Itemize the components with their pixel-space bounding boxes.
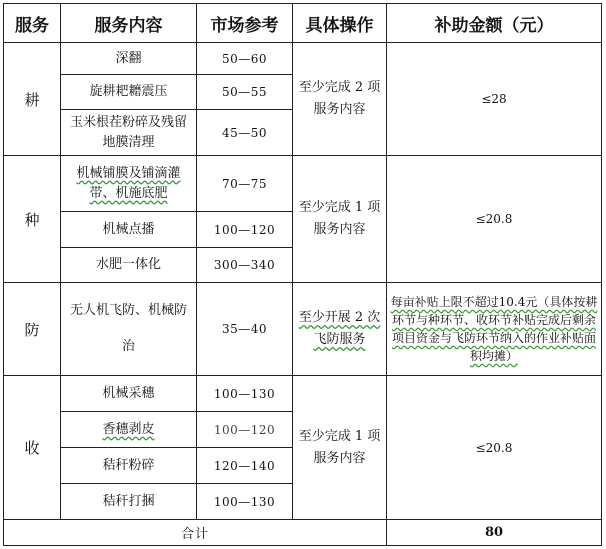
service-content-cell: 深翻 — [61, 43, 197, 75]
category-cell: 耕 — [4, 43, 61, 156]
service-content-text: 香穗剥皮 — [102, 421, 155, 437]
subsidy-cell: ≤20.8 — [387, 376, 602, 520]
operation-text: 至少开展 2 次飞防服务 — [298, 310, 381, 347]
service-content-text: 机械铺膜及铺滴灌带、机施底肥 — [76, 165, 181, 201]
market-price-cell: 100—130 — [197, 376, 293, 412]
service-content-cell: 旋耕耙耱震压 — [61, 75, 197, 110]
header-market: 市场参考 — [197, 4, 293, 43]
market-price-cell: 50—55 — [197, 75, 293, 110]
table-row — [4, 43, 602, 75]
total-value: 80 — [387, 520, 602, 546]
total-label: 合计 — [4, 520, 387, 546]
service-content-cell: 机械采穗 — [61, 376, 197, 412]
service-content-cell — [61, 412, 197, 448]
service-content-cell — [61, 156, 197, 212]
category-cell: 种 — [4, 156, 61, 283]
subsidy-note-cell — [387, 283, 602, 376]
market-price-cell: 120—140 — [197, 448, 293, 484]
subsidy-note-text: 每亩补贴上限不超过10.4元（具体按耕环节与种环节、收环节补贴完成后剩余项目资金与飞防环节纳入的作业补贴面积均摊） — [390, 295, 598, 363]
operation-cell: 至少完成 1 项服务内容 — [293, 156, 387, 283]
service-content-cell: 秸秆粉碎 — [61, 448, 197, 484]
market-price-cell: 100—120 — [197, 412, 293, 448]
market-price-cell: 300—340 — [197, 248, 293, 283]
market-price-cell: 70—75 — [197, 156, 293, 212]
category-cell: 收 — [4, 376, 61, 520]
header-content: 服务内容 — [61, 4, 197, 43]
service-content-cell: 水肥一体化 — [61, 248, 197, 283]
market-price-cell: 45—50 — [197, 110, 293, 156]
total-row — [4, 520, 602, 546]
header-operation: 具体操作 — [293, 4, 387, 43]
operation-cell: 至少完成 1 项服务内容 — [293, 376, 387, 520]
header-row — [4, 4, 602, 43]
subsidy-cell: ≤28 — [387, 43, 602, 156]
category-cell: 防 — [4, 283, 61, 376]
market-price-cell: 100—120 — [197, 212, 293, 248]
subsidy-table — [3, 3, 602, 546]
operation-cell — [293, 283, 387, 376]
table-row — [4, 156, 602, 212]
service-content-cell: 机械点播 — [61, 212, 197, 248]
market-price-cell: 100—130 — [197, 484, 293, 520]
market-price-cell: 50—60 — [197, 43, 293, 75]
subsidy-cell: ≤20.8 — [387, 156, 602, 283]
service-content-cell: 秸秆打捆 — [61, 484, 197, 520]
table-row — [4, 376, 602, 412]
table-row — [4, 283, 602, 376]
header-service: 服务 — [4, 4, 61, 43]
operation-cell: 至少完成 2 项服务内容 — [293, 43, 387, 156]
service-content-cell: 玉米根茬粉碎及残留地膜清理 — [61, 110, 197, 156]
market-price-cell: 35—40 — [197, 283, 293, 376]
service-content-cell: 无人机飞防、机械防治 — [61, 283, 197, 376]
header-subsidy: 补助金额（元） — [387, 4, 602, 43]
